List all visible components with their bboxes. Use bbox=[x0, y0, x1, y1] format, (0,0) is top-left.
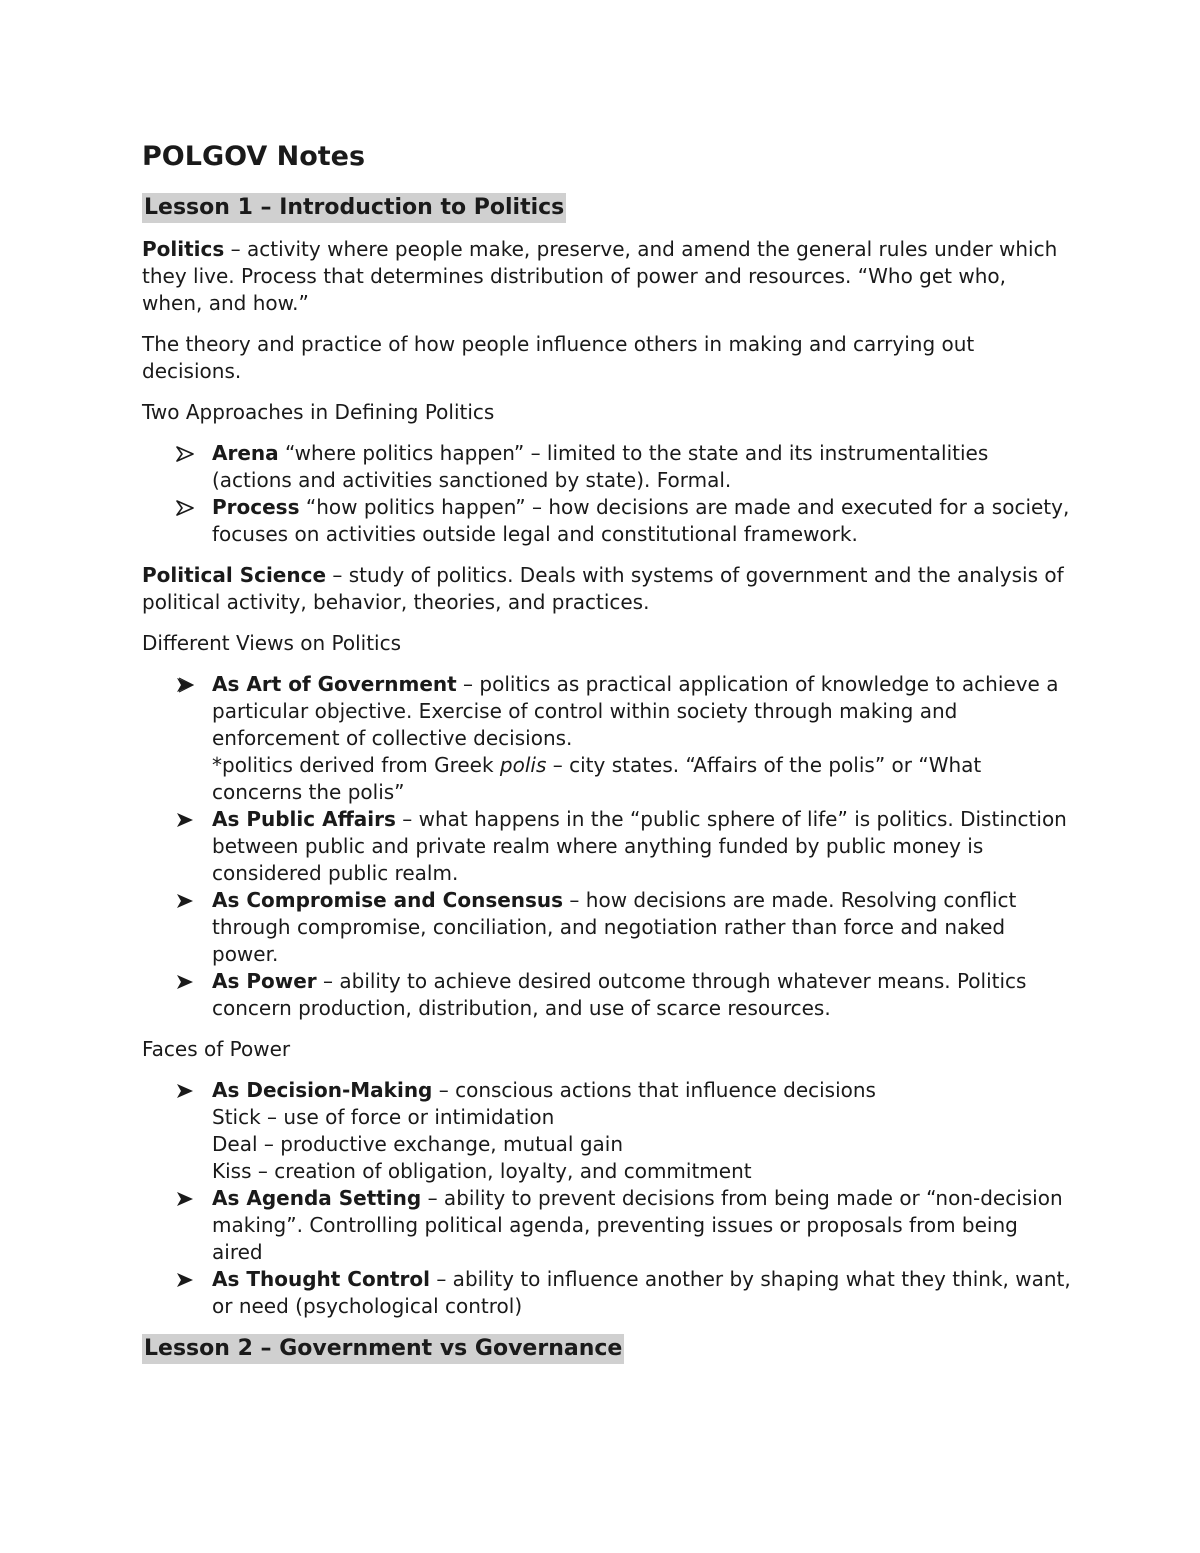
document-page bbox=[142, 140, 1072, 1377]
view-text: – what happens in the “public sphere of life” is politics. Distinction between public and private realm where anything funded by public money is considered public realm. bbox=[212, 807, 1067, 885]
list-item bbox=[142, 494, 1072, 548]
lesson-1-heading: Lesson 1 – Introduction to Politics bbox=[142, 193, 566, 223]
view-term: As Public Affairs bbox=[212, 807, 396, 831]
view-term: As Power bbox=[212, 969, 317, 993]
lesson-2-heading: Lesson 2 – Government vs Governance bbox=[142, 1334, 624, 1364]
list-item bbox=[142, 1185, 1072, 1266]
view-text: – ability to achieve desired outcome through whatever means. Politics concern production, distribution, and use of scarce resources. bbox=[212, 969, 1027, 1020]
document-title: POLGOV Notes bbox=[142, 141, 366, 172]
faces-list bbox=[142, 1077, 1072, 1320]
face-subline: Stick – use of force or intimidation bbox=[212, 1105, 555, 1129]
arrow-solid-icon bbox=[176, 1185, 194, 1207]
arrow-solid-icon bbox=[176, 1266, 194, 1288]
faces-heading: Faces of Power bbox=[142, 1037, 291, 1061]
political-science-definition bbox=[142, 562, 1072, 616]
arrow-solid-icon bbox=[176, 671, 194, 693]
views-list bbox=[142, 671, 1072, 1022]
face-term: As Agenda Setting bbox=[212, 1186, 422, 1210]
polis-note-post: – city states. “Affairs of the polis” or “What concerns the polis” bbox=[212, 753, 982, 804]
view-term: As Art of Government bbox=[212, 672, 457, 696]
face-subline: Kiss – creation of obligation, loyalty, and commitment bbox=[212, 1159, 752, 1183]
polis-italic: polis bbox=[499, 753, 547, 777]
arrow-solid-icon bbox=[176, 887, 194, 909]
list-item bbox=[142, 1077, 1072, 1185]
face-term: As Thought Control bbox=[212, 1267, 430, 1291]
face-text: – ability to influence another by shaping what they think, want, or need (psychological control) bbox=[212, 1267, 1071, 1318]
arrow-solid-icon bbox=[176, 1077, 194, 1099]
politics-term: Politics bbox=[142, 237, 225, 261]
list-item bbox=[142, 671, 1072, 806]
face-text: – conscious actions that influence decisions bbox=[432, 1078, 876, 1102]
face-subline: Deal – productive exchange, mutual gain bbox=[212, 1132, 623, 1156]
view-text: – politics as practical application of knowledge to achieve a particular objective. Exercise of control within society through making and enforcement of collective decisions. bbox=[212, 672, 1059, 750]
arrow-outline-icon bbox=[176, 494, 194, 516]
approaches-list bbox=[142, 440, 1072, 548]
face-term: As Decision-Making bbox=[212, 1078, 433, 1102]
list-item bbox=[142, 887, 1072, 968]
arrow-solid-icon bbox=[176, 806, 194, 828]
arrow-outline-icon bbox=[176, 440, 194, 462]
polis-note bbox=[212, 752, 1072, 806]
lesson-1-heading-wrap bbox=[142, 193, 1072, 223]
list-item bbox=[142, 806, 1072, 887]
approach-text: “where politics happen” – limited to the state and its instrumentalities (actions and activities sanctioned by state). Formal. bbox=[212, 441, 989, 492]
polis-note-pre: *politics derived from Greek bbox=[212, 753, 500, 777]
political-science-text: – study of politics. Deals with systems of government and the analysis of political activity, behavior, theories, and practices. bbox=[142, 563, 1064, 614]
arrow-solid-icon bbox=[176, 968, 194, 990]
views-heading: Different Views on Politics bbox=[142, 631, 402, 655]
lesson-2-heading-wrap bbox=[142, 1334, 1072, 1364]
list-item bbox=[142, 1266, 1072, 1320]
face-text: – ability to prevent decisions from being made or “non-decision making”. Controlling political agenda, preventing issues or proposals from being aired bbox=[212, 1186, 1063, 1264]
politics-definition bbox=[142, 236, 1072, 317]
theory-paragraph: The theory and practice of how people influence others in making and carrying out decisions. bbox=[142, 332, 975, 383]
approach-term: Process bbox=[212, 495, 300, 519]
approach-text: “how politics happen” – how decisions are made and executed for a society, focuses on activities outside legal and constitutional framework. bbox=[212, 495, 1070, 546]
list-item bbox=[142, 440, 1072, 494]
approaches-heading: Two Approaches in Defining Politics bbox=[142, 400, 495, 424]
list-item bbox=[142, 968, 1072, 1022]
approach-term: Arena bbox=[212, 441, 279, 465]
politics-definition-text: – activity where people make, preserve, and amend the general rules under which they live. Process that determines distribution of power and resources. “Who get who, when, and how.” bbox=[142, 237, 1058, 315]
view-term: As Compromise and Consensus bbox=[212, 888, 564, 912]
view-text: – how decisions are made. Resolving conflict through compromise, conciliation, and negotiation rather than force and naked power. bbox=[212, 888, 1017, 966]
political-science-term: Political Science bbox=[142, 563, 327, 587]
